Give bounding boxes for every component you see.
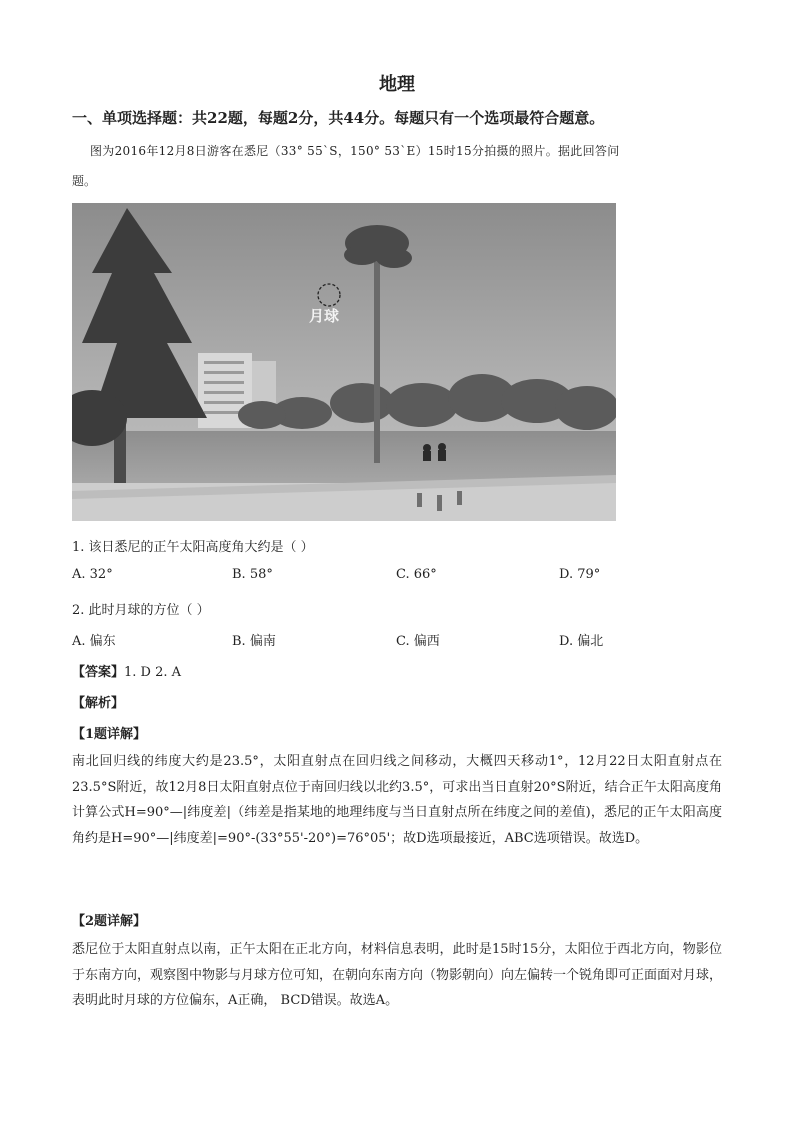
question-1-option-d: D. 79° — [559, 567, 601, 582]
question-2-option-b: B. 偏南 — [232, 634, 276, 649]
detail-1-text: 南北回归线的纬度大约是23.5°，太阳直射点在回归线之间移动，大概四天移动1°，12月22日太阳直射点在23.5°S附近，故12月8日太阳直射点位于南回归线以北约3.5°，可求出当日直射20°S附近，结合正午太阳高度角计算公式H=90°—|纬度差|（纬差是指某地的地理纬度与当日直射点所在纬度之间的差值)，悉尼的正午太阳高度角约是H=90°—|纬度差|=90°-(33°55'-20°)=76°05'；故D选项最接近，ABC选项错误。故选D。 — [72, 754, 722, 846]
moon-label: 月球 — [309, 307, 340, 325]
question-1-option-c: C. 66° — [396, 567, 437, 582]
detail-1-tag: 【1题详解】 — [72, 727, 147, 742]
question-1-stem: 1. 该日悉尼的正午太阳高度角大约是（ ） — [72, 540, 314, 555]
question-2-option-a: A. 偏东 — [72, 634, 116, 649]
question-2-option-d: D. 偏北 — [559, 634, 604, 649]
answer-text: 1. D 2. A — [124, 665, 182, 680]
intro-line-1: 图为2016年12月8日游客在悉尼（33° 55`S，150° 53`E）15时15分拍摄的照片。据此回答问 — [90, 144, 620, 158]
detail-2-tag: 【2题详解】 — [72, 914, 147, 929]
intro-line-2: 题。 — [72, 174, 97, 188]
detail-2-text: 悉尼位于太阳直射点以南，正午太阳在正北方向，材料信息表明，此时是15时15分，太阳位于西北方向，物影位于东南方向，观察图中物影与月球方位可知，在朝向东南方向（物影朝向）向左偏转一个锐角即可正面面对月球，表明此时月球的方位偏东，A正确， BCD错误。故选A。 — [72, 942, 723, 1008]
question-2-stem: 2. 此时月球的方位（ ） — [72, 603, 210, 618]
question-1-option-a: A. 32° — [72, 567, 113, 582]
page-title: 地理 — [379, 74, 415, 95]
answer-tag: 【答案】 — [72, 665, 125, 680]
question-1-option-b: B. 58° — [232, 567, 273, 582]
sydney-photo — [72, 203, 616, 521]
question-2-option-c: C. 偏西 — [396, 634, 440, 649]
section-heading: 一、单项选择题：共22题，每题2分，共44分。每题只有一个选项最符合题意。 — [72, 109, 605, 127]
answer-line — [72, 661, 181, 680]
analysis-tag: 【解析】 — [72, 696, 125, 711]
